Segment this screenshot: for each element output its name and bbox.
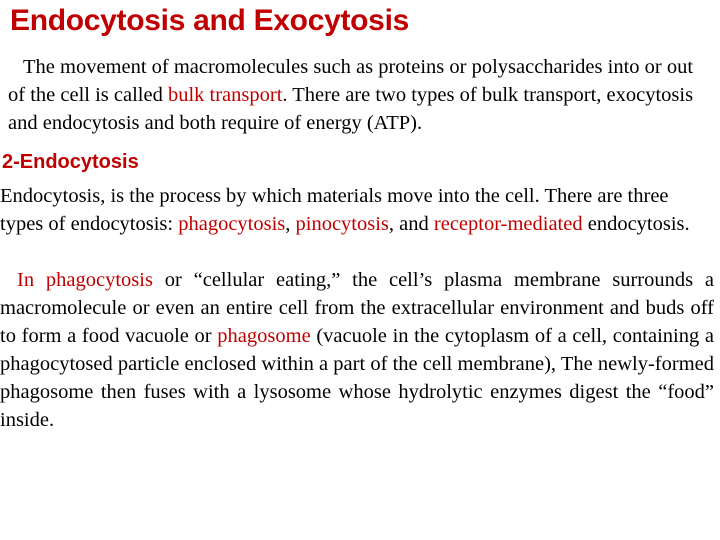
para1-text-1: Endocytosis, is the process by which materials move into the cell. There are three types of endocytosis:: [0, 185, 669, 235]
para2-text-1: or “cellular eating,” the cell’s plasma membrane surrounds a macromolecule or even an entire cell from the extracellular environment and buds off to form a food vacuole or: [0, 269, 715, 347]
para1-sep-2: , and: [388, 213, 434, 235]
pinocytosis-term: pinocytosis: [295, 213, 389, 235]
receptor-mediated-term: receptor-mediated: [433, 213, 583, 235]
para1-text-2: endocytosis.: [582, 213, 690, 235]
phagosome-term: phagosome: [217, 325, 311, 347]
para1-sep-1: ,: [285, 213, 296, 235]
in-phagocytosis-term: In phagocytosis: [17, 269, 153, 291]
endocytosis-definition-paragraph: [0, 182, 714, 238]
para2-text-2: (vacuole in the cytoplasm of a cell, containing a phagocytosed particle enclosed within a part of the cell membrane), The newly-formed phagosome then fuses with a lysosome whose hydrolytic enzymes digest the “food” inside.: [0, 325, 715, 431]
bulk-transport-term: bulk transport: [167, 84, 283, 106]
phagocytosis-term: phagocytosis: [178, 213, 286, 235]
intro-text-1: The movement of macromolecules such as proteins or polysaccharides into or out of the cell is called: [8, 56, 694, 106]
intro-paragraph: [8, 53, 710, 137]
intro-text-2: . There are two types of bulk transport, exocytosis and endocytosis and both require of energy (ATP).: [8, 84, 694, 134]
phagocytosis-paragraph: [0, 266, 714, 434]
section-heading: 2-Endocytosis: [2, 151, 139, 173]
slide-title: Endocytosis and Exocytosis: [10, 4, 409, 37]
